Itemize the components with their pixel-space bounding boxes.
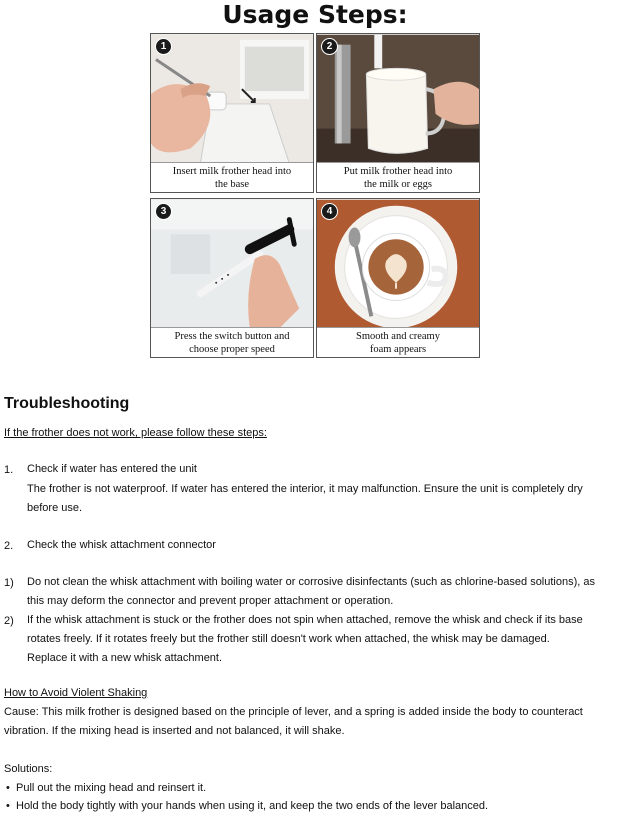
usage-steps-grid xyxy=(150,33,482,358)
shaking-cause-line2: vibration. If the mixing head is inserted and not balanced, it will shake. xyxy=(4,725,345,737)
subitem-2-line3: Replace it with a new whisk attachment. xyxy=(27,652,223,664)
shaking-cause-line1: Cause: This milk frother is designed based on the principle of lever, and a spring is added inside the body to counteract xyxy=(4,706,583,718)
step-4-caption-line1: Smooth and creamy xyxy=(356,331,440,342)
item-1-body-line1: The frother is not waterproof. If water has entered the interior, it may malfunction. Ensure the unit is completely dry xyxy=(27,483,583,495)
subitem-1-line2: this may deform the connector and prevent proper attachment or operation. xyxy=(27,595,394,607)
subitem-2-number: 2) xyxy=(4,615,14,627)
step-1-caption-line2: the base xyxy=(214,179,250,190)
step-1-caption-line1: Insert milk frother head into xyxy=(172,166,292,177)
troubleshooting-intro: If the frother does not work, please follow these steps: xyxy=(4,427,267,439)
step-panel-4 xyxy=(316,198,480,358)
item-1-title: Check if water has entered the unit xyxy=(27,463,197,475)
step-panel-1 xyxy=(150,33,314,193)
shaking-cause xyxy=(4,703,628,741)
item-1-body-line2: before use. xyxy=(27,502,83,514)
item-2-number: 2. xyxy=(4,540,14,552)
step-1-badge: 1 xyxy=(155,38,172,55)
subitem-2-line2: rotates freely. If it rotates freely but the frother still doesn't work when attached, the whisk may be damaged. xyxy=(27,633,550,645)
step-2-image xyxy=(317,34,479,164)
step-2-caption-line2: the milk or eggs xyxy=(364,179,432,190)
solution-1-bullet: • xyxy=(6,782,10,794)
item-2-title: Check the whisk attachment connector xyxy=(27,539,216,551)
step-4-caption-line2: foam appears xyxy=(369,344,427,355)
subitem-1-body xyxy=(27,573,628,611)
step-panel-3 xyxy=(150,198,314,358)
step-2-caption-line1: Put milk frother head into xyxy=(343,166,453,177)
step-1-image xyxy=(151,34,313,164)
solutions-label: Solutions: xyxy=(4,763,53,775)
step-3-badge: 3 xyxy=(155,203,172,220)
step-panel-2 xyxy=(316,33,480,193)
item-1-number: 1. xyxy=(4,464,14,476)
troubleshooting-heading: Troubleshooting xyxy=(4,395,130,412)
step-4-caption xyxy=(317,327,479,357)
subitem-1-line1: Do not clean the whisk attachment with boiling water or corrosive disinfectants (such as chlorine-based solutions), as xyxy=(27,576,595,588)
step-4-badge: 4 xyxy=(321,203,338,220)
step-1-caption xyxy=(151,162,313,192)
solution-2-bullet: • xyxy=(6,800,10,812)
subitem-2-line1: If the whisk attachment is stuck or the frother does not spin when attached, remove the whisk and check if its base xyxy=(27,614,583,626)
page-title: Usage Steps: xyxy=(222,0,408,29)
solution-2: Hold the body tightly with your hands when using it, and keep the two ends of the lever balanced. xyxy=(16,800,489,812)
subitem-2-body xyxy=(27,611,628,668)
step-3-caption xyxy=(151,327,313,357)
step-3-caption-line2: choose proper speed xyxy=(189,344,275,355)
step-3-caption-line1: Press the switch button and xyxy=(174,331,290,342)
solution-1: Pull out the mixing head and reinsert it. xyxy=(16,782,207,794)
step-3-image xyxy=(151,199,313,329)
item-1-body xyxy=(27,480,628,518)
subitem-1-number: 1) xyxy=(4,577,14,589)
shaking-heading: How to Avoid Violent Shaking xyxy=(4,687,148,699)
step-4-image xyxy=(317,199,479,329)
step-2-badge: 2 xyxy=(321,38,338,55)
step-2-caption xyxy=(317,162,479,192)
